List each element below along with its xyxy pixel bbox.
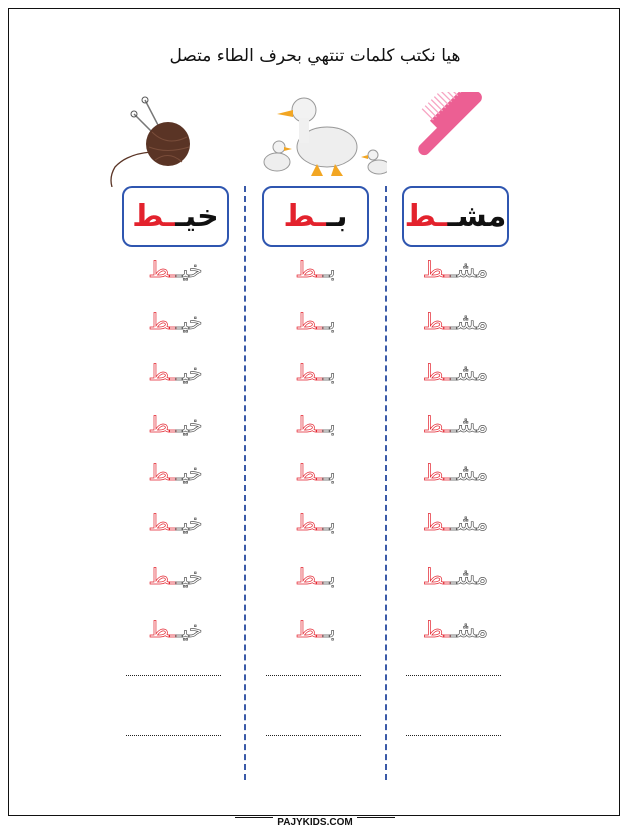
word-card	[122, 186, 229, 247]
trace-word[interactable]	[402, 511, 509, 536]
trace-word[interactable]	[262, 413, 369, 438]
trace-ending: ـط	[295, 310, 323, 335]
trace-ending: ـط	[148, 511, 176, 536]
trace-base: خيـ	[175, 258, 203, 283]
trace-base: مشـ	[450, 310, 489, 335]
trace-word[interactable]	[262, 511, 369, 536]
trace-word[interactable]	[122, 618, 229, 643]
trace-ending: ـط	[422, 461, 451, 486]
trace-base: خيـ	[175, 310, 203, 335]
column-divider	[385, 186, 387, 780]
trace-ending: ـط	[148, 618, 176, 643]
trace-base: خيـ	[175, 461, 203, 486]
writing-line[interactable]	[126, 675, 221, 676]
trace-base: مشـ	[450, 361, 489, 386]
trace-ending: ـط	[295, 461, 323, 486]
trace-word[interactable]	[122, 361, 229, 386]
trace-word[interactable]	[402, 618, 509, 643]
trace-word[interactable]	[122, 310, 229, 335]
trace-word[interactable]	[122, 565, 229, 590]
trace-ending: ـط	[422, 258, 451, 283]
writing-line[interactable]	[406, 735, 501, 736]
trace-word[interactable]	[122, 511, 229, 536]
trace-word[interactable]	[402, 565, 509, 590]
word-card	[402, 186, 509, 247]
trace-base: بـ	[322, 511, 336, 536]
trace-ending: ـط	[422, 413, 451, 438]
trace-word[interactable]	[262, 361, 369, 386]
trace-base: مشـ	[450, 565, 489, 590]
trace-word[interactable]	[402, 310, 509, 335]
trace-word[interactable]	[122, 258, 229, 283]
comb-icon	[387, 92, 527, 187]
trace-base: بـ	[322, 361, 336, 386]
yarn-ball-icon	[107, 92, 247, 187]
trace-base: مشـ	[450, 618, 489, 643]
trace-word[interactable]	[402, 361, 509, 386]
word-ending-letter: ـط	[404, 199, 448, 234]
trace-ending: ـط	[295, 565, 323, 590]
trace-word[interactable]	[262, 310, 369, 335]
trace-ending: ـط	[422, 361, 451, 386]
trace-ending: ـط	[422, 511, 451, 536]
trace-base: خيـ	[175, 413, 203, 438]
trace-word[interactable]	[262, 565, 369, 590]
trace-word[interactable]	[122, 461, 229, 486]
trace-word[interactable]	[262, 618, 369, 643]
trace-ending: ـط	[295, 258, 323, 283]
trace-base: خيـ	[175, 565, 203, 590]
trace-ending: ـط	[148, 310, 176, 335]
trace-base: بـ	[322, 461, 336, 486]
trace-base: خيـ	[175, 618, 203, 643]
trace-word[interactable]	[402, 413, 509, 438]
trace-ending: ـط	[295, 511, 323, 536]
trace-base: مشـ	[450, 511, 489, 536]
trace-word[interactable]	[262, 461, 369, 486]
trace-ending: ـط	[148, 413, 176, 438]
trace-ending: ـط	[295, 413, 323, 438]
trace-word[interactable]	[402, 461, 509, 486]
trace-base: مشـ	[450, 461, 489, 486]
trace-base: بـ	[322, 413, 336, 438]
trace-base: خيـ	[175, 511, 203, 536]
footer-brand: PAJYKIDS.COM	[273, 817, 356, 828]
trace-word[interactable]	[262, 258, 369, 283]
column-divider	[244, 186, 246, 780]
trace-ending: ـط	[148, 361, 176, 386]
writing-line[interactable]	[266, 735, 361, 736]
word-base: مشـ	[447, 199, 507, 234]
word-ending-letter: ـط	[283, 199, 326, 234]
trace-ending: ـط	[422, 310, 451, 335]
trace-base: مشـ	[450, 258, 489, 283]
trace-ending: ـط	[295, 618, 323, 643]
trace-word[interactable]	[122, 413, 229, 438]
word-ending-letter: ـط	[132, 199, 175, 234]
trace-ending: ـط	[295, 361, 323, 386]
trace-base: بـ	[322, 258, 336, 283]
trace-ending: ـط	[422, 618, 451, 643]
word-card	[262, 186, 369, 247]
writing-line[interactable]	[406, 675, 501, 676]
trace-base: بـ	[322, 310, 336, 335]
trace-ending: ـط	[148, 565, 176, 590]
trace-ending: ـط	[148, 258, 176, 283]
trace-ending: ـط	[422, 565, 451, 590]
word-base: بـ	[325, 199, 348, 234]
writing-line[interactable]	[266, 675, 361, 676]
ducks-icon	[247, 92, 387, 187]
trace-ending: ـط	[148, 461, 176, 486]
footer	[0, 810, 630, 829]
word-base: خيـ	[174, 199, 219, 234]
trace-base: بـ	[322, 618, 336, 643]
trace-base: مشـ	[450, 413, 489, 438]
worksheet-title: هيا نكتب كلمات تنتهي بحرف الطاء متصل	[169, 46, 461, 66]
trace-base: خيـ	[175, 361, 203, 386]
trace-base: بـ	[322, 565, 336, 590]
trace-word[interactable]	[402, 258, 509, 283]
writing-line[interactable]	[126, 735, 221, 736]
